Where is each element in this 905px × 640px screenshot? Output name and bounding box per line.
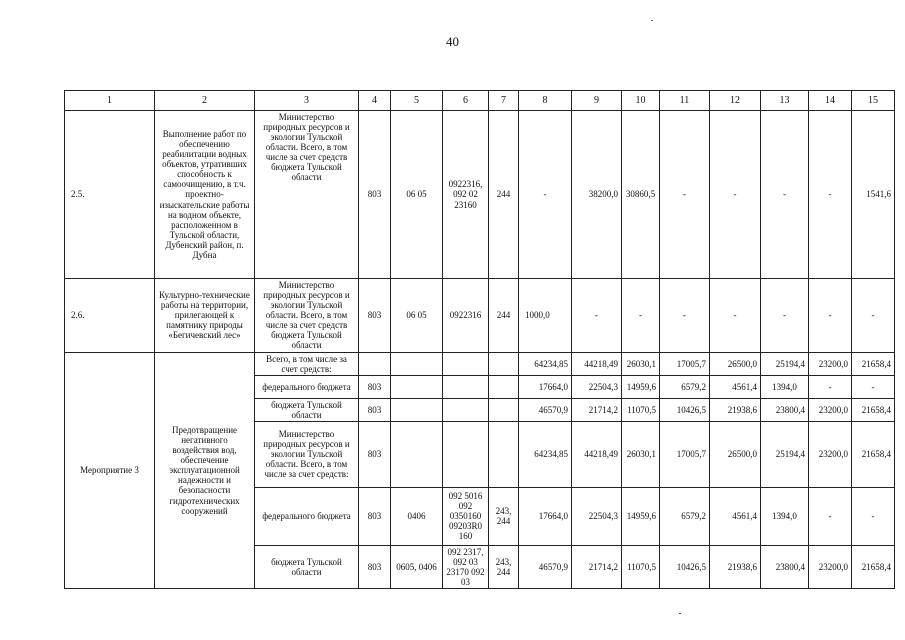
header-cell: 11	[660, 91, 710, 111]
cell-14: 23200,0	[809, 545, 852, 588]
page-number: 40	[446, 34, 459, 49]
cell-12: -	[710, 111, 761, 279]
cell-4: 803	[359, 487, 391, 545]
cell-14: -	[809, 487, 852, 545]
table-row	[65, 352, 895, 375]
cell-9: -	[572, 279, 622, 353]
executor: Министерство природных ресурсов и экологии Тульской области. Всего, в том числе за счет средств бюджета Тульской области	[255, 111, 359, 279]
cell-15: -	[852, 279, 895, 353]
cell-15: -	[852, 375, 895, 398]
cell-8: 1000,0	[519, 279, 572, 353]
executor: федерального бюджета	[255, 375, 359, 398]
scan-speck	[651, 20, 653, 21]
header-cell: 10	[622, 91, 660, 111]
cell-13: -	[761, 279, 809, 353]
cell-8: 64234,85	[519, 421, 572, 487]
header-cell: 6	[443, 91, 489, 111]
cell-14: 23200,0	[809, 421, 852, 487]
cell-8: 17664,0	[519, 375, 572, 398]
cell-10: 11070,5	[622, 398, 660, 421]
cell-7: 243, 244	[489, 545, 519, 588]
cell-9: 44218,49	[572, 421, 622, 487]
cell-11: 10426,5	[660, 398, 710, 421]
table-row	[65, 279, 895, 353]
executor: Министерство природных ресурсов и экологии Тульской области. Всего, в том числе за счет средств бюджета Тульской области	[255, 279, 359, 353]
activity-name: Культурно-технические работы на территории, прилегающей к памятнику природы «Бегичевский лес»	[155, 279, 255, 353]
cell-8: 64234,85	[519, 352, 572, 375]
executor: бюджета Тульской области	[255, 545, 359, 588]
cell-11: 6579,2	[660, 375, 710, 398]
header-cell: 13	[761, 91, 809, 111]
cell-11: 17005,7	[660, 421, 710, 487]
cell-7	[489, 421, 519, 487]
row-number: 2.5.	[65, 111, 155, 279]
cell-9: 22504,3	[572, 375, 622, 398]
cell-9: 44218,49	[572, 352, 622, 375]
cell-5	[391, 398, 443, 421]
header-cell: 15	[852, 91, 895, 111]
cell-4: 803	[359, 421, 391, 487]
cell-5: 06 05	[391, 279, 443, 353]
cell-6: 0922316, 092 02 23160	[443, 111, 489, 279]
cell-15: 21658,4	[852, 398, 895, 421]
cell-13: -	[761, 111, 809, 279]
cell-6	[443, 398, 489, 421]
cell-8: 17664,0	[519, 487, 572, 545]
cell-5	[391, 352, 443, 375]
cell-10: 26030,1	[622, 421, 660, 487]
cell-7	[489, 352, 519, 375]
cell-4: 803	[359, 279, 391, 353]
cell-5: 0406	[391, 487, 443, 545]
header-cell: 1	[65, 91, 155, 111]
cell-12: 4561,4	[710, 487, 761, 545]
cell-4: 803	[359, 375, 391, 398]
cell-6: 0922316	[443, 279, 489, 353]
header-cell: 8	[519, 91, 572, 111]
cell-15: 21658,4	[852, 421, 895, 487]
cell-6: 092 5016 092 0350160 09203R0 160	[443, 487, 489, 545]
cell-5	[391, 375, 443, 398]
cell-12: 4561,4	[710, 375, 761, 398]
cell-15: 1541,6	[852, 111, 895, 279]
cell-7	[489, 398, 519, 421]
header-row	[65, 91, 895, 111]
activity-name: Выполнение работ по обеспечению реабилитации водных объектов, утративших способность к самоочищению, в т.ч. проектно-изыскательские работы на водном объекте, расположенном в Тульской области, Дубенский район, п. Дубна	[155, 111, 255, 279]
cell-13: 25194,4	[761, 352, 809, 375]
cell-14: -	[809, 375, 852, 398]
cell-12: 26500,0	[710, 352, 761, 375]
cell-10: 11070,5	[622, 545, 660, 588]
cell-14: -	[809, 279, 852, 353]
cell-5: 0605, 0406	[391, 545, 443, 588]
cell-10: 30860,5	[622, 111, 660, 279]
cell-15: 21658,4	[852, 352, 895, 375]
cell-12: 21938,6	[710, 398, 761, 421]
cell-8: -	[519, 111, 572, 279]
header-cell: 14	[809, 91, 852, 111]
cell-4: 803	[359, 545, 391, 588]
cell-12: 21938,6	[710, 545, 761, 588]
cell-6: 092 2317, 092 03 23170 092 03	[443, 545, 489, 588]
cell-7: 243, 244	[489, 487, 519, 545]
cell-8: 46570,9	[519, 398, 572, 421]
cell-5	[391, 421, 443, 487]
cell-11: 17005,7	[660, 352, 710, 375]
header-cell: 4	[359, 91, 391, 111]
cell-15: -	[852, 487, 895, 545]
budget-table	[64, 90, 895, 589]
cell-10: 14959,6	[622, 487, 660, 545]
header-cell: 7	[489, 91, 519, 111]
cell-5: 06 05	[391, 111, 443, 279]
cell-6	[443, 421, 489, 487]
cell-7: 244	[489, 111, 519, 279]
cell-9: 21714,2	[572, 545, 622, 588]
cell-14: 23200,0	[809, 398, 852, 421]
cell-4	[359, 352, 391, 375]
cell-9: 22504,3	[572, 487, 622, 545]
cell-13: 25194,4	[761, 421, 809, 487]
cell-7	[489, 375, 519, 398]
table-row	[65, 111, 895, 279]
cell-14: -	[809, 111, 852, 279]
cell-9: 38200,0	[572, 111, 622, 279]
cell-13: 23800,4	[761, 545, 809, 588]
header-cell: 9	[572, 91, 622, 111]
scan-speck	[679, 613, 681, 614]
cell-13: 23800,4	[761, 398, 809, 421]
cell-7: 244	[489, 279, 519, 353]
cell-6	[443, 352, 489, 375]
cell-11: -	[660, 111, 710, 279]
cell-4: 803	[359, 111, 391, 279]
cell-4: 803	[359, 398, 391, 421]
cell-8: 46570,9	[519, 545, 572, 588]
cell-11: -	[660, 279, 710, 353]
executor: Всего, в том числе за счет средств:	[255, 352, 359, 375]
cell-10: 26030,1	[622, 352, 660, 375]
cell-13: 1394,0	[761, 375, 809, 398]
cell-11: 10426,5	[660, 545, 710, 588]
cell-10: -	[622, 279, 660, 353]
cell-9: 21714,2	[572, 398, 622, 421]
cell-10: 14959,6	[622, 375, 660, 398]
header-cell: 12	[710, 91, 761, 111]
executor: Министерство природных ресурсов и экологии Тульской области. Всего, в том числе за счет средств:	[255, 421, 359, 487]
cell-14: 23200,0	[809, 352, 852, 375]
cell-13: 1394,0	[761, 487, 809, 545]
cell-15: 21658,4	[852, 545, 895, 588]
row-number: Мероприятие 3	[65, 352, 155, 589]
row-number: 2.6.	[65, 279, 155, 353]
header-cell: 5	[391, 91, 443, 111]
cell-11: 6579,2	[660, 487, 710, 545]
executor: бюджета Тульской области	[255, 398, 359, 421]
cell-12: -	[710, 279, 761, 353]
header-cell: 2	[155, 91, 255, 111]
executor: федерального бюджета	[255, 487, 359, 545]
header-cell: 3	[255, 91, 359, 111]
activity-name: Предотвращение негативного воздействия вод, обеспечение эксплуатационной надежности и безопасности гидротехнических сооружений	[155, 352, 255, 589]
cell-12: 26500,0	[710, 421, 761, 487]
cell-6	[443, 375, 489, 398]
